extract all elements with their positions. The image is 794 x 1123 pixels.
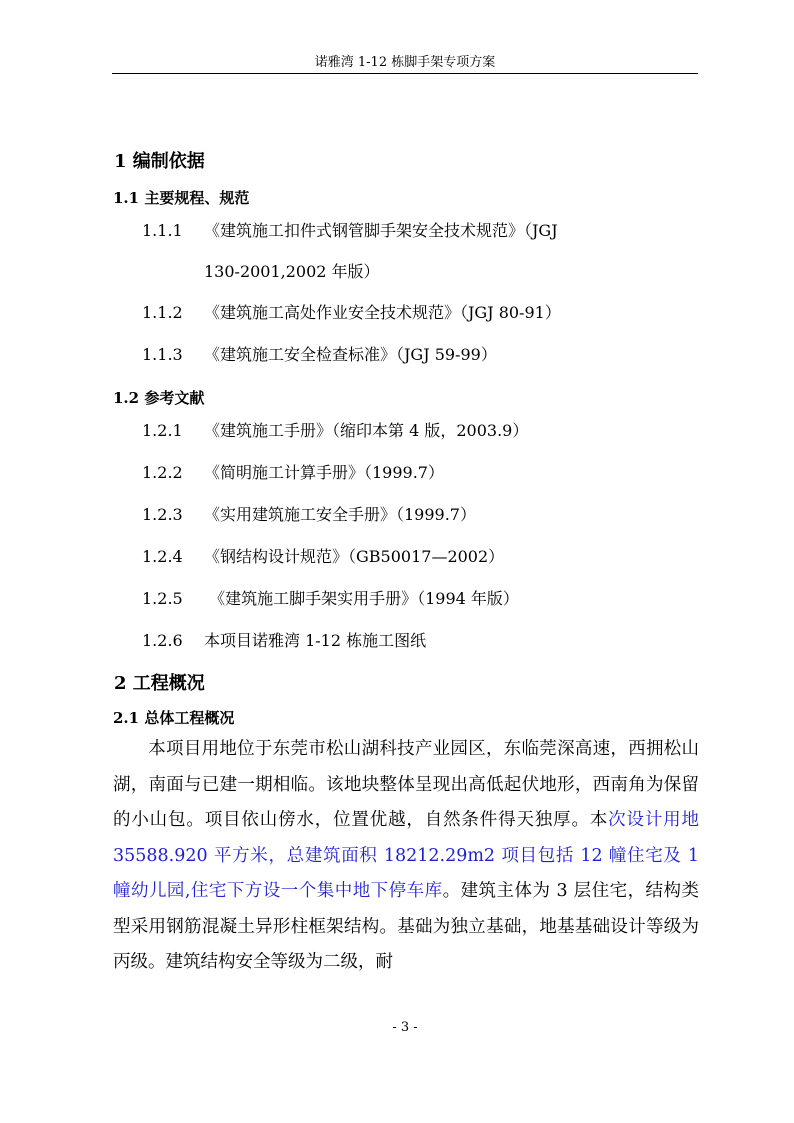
item-number: 1.2.3 <box>142 505 183 524</box>
highlighted-text: 次设计用地 35588.920 平方米，总建筑面积 18212.29m2 项目包括 12 幢住宅及 1 幢幼儿园,住宅下方设一个集中地下停车库 <box>113 810 700 901</box>
item-number: 1.2.4 <box>142 547 183 566</box>
header-divider <box>112 73 698 74</box>
item-text: 《建筑施工高处作业安全技术规范》（JGJ 80-91） <box>204 303 561 322</box>
item-number: 1.1.3 <box>142 345 183 364</box>
list-item <box>142 220 558 242</box>
page-number: - 3 - <box>392 1020 418 1035</box>
section-2-heading: 2 工程概况 <box>114 673 205 694</box>
list-item <box>142 588 519 610</box>
page-header: 诺雅湾 1-12 栋脚手架专项方案 <box>314 55 496 70</box>
item-text: 《建筑施工脚手架实用手册》（1994 年版） <box>204 589 519 608</box>
item-text: 《建筑施工安全检查标准》（JGJ 59-99） <box>204 345 497 364</box>
item-number: 1.2.1 <box>142 421 183 440</box>
item-number: 1.1.2 <box>142 303 183 322</box>
item-text: 《建筑施工扣件式钢管脚手架安全技术规范》（JGJ <box>204 221 558 240</box>
item-text: 《钢结构设计规范》（GB50017—2002） <box>204 547 505 566</box>
list-item <box>142 504 476 526</box>
item-text: 《实用建筑施工安全手册》（1999.7） <box>204 505 476 524</box>
section-1-2-heading: 1.2 参考文献 <box>113 389 205 407</box>
list-item-continuation: 130-2001,2002 年版） <box>204 262 380 281</box>
item-text: 《简明施工计算手册》（1999.7） <box>204 463 444 482</box>
list-item <box>142 630 426 652</box>
list-item <box>142 344 497 366</box>
item-number: 1.2.2 <box>142 463 183 482</box>
item-number: 1.2.6 <box>142 631 183 650</box>
section-1-1-heading: 1.1 主要规程、规范 <box>113 189 250 207</box>
list-item <box>142 462 444 484</box>
list-item <box>142 302 561 324</box>
section-1-heading: 1 编制依据 <box>114 151 205 172</box>
section-2-1-heading: 2.1 总体工程概况 <box>113 709 235 727</box>
paragraph-text: 。建筑主体为 3 层住宅，结构类型采用钢筋混凝土异形柱框架结构。基础为独立基础，地基基础设计等级为丙级。建筑结构安全等级为二级，耐 <box>113 881 700 972</box>
list-item <box>142 546 504 568</box>
item-number: 1.2.5 <box>142 589 183 608</box>
list-item <box>142 420 528 442</box>
body-paragraph <box>113 732 699 981</box>
paragraph-text: 本项目用地位于东莞市松山湖科技产业园区，东临莞深高速，西拥松山湖，南面与已建一期相临。该地块整体呈现出高低起伏地形，西南角为保留的小山包。项目依山傍水，位置优越，自然条件得天独厚。本 <box>113 739 699 830</box>
item-text: 《建筑施工手册》（缩印本第 4 版，2003.9） <box>204 421 529 440</box>
item-number: 1.1.1 <box>142 221 183 240</box>
item-text: 本项目诺雅湾 1-12 栋施工图纸 <box>204 631 427 650</box>
